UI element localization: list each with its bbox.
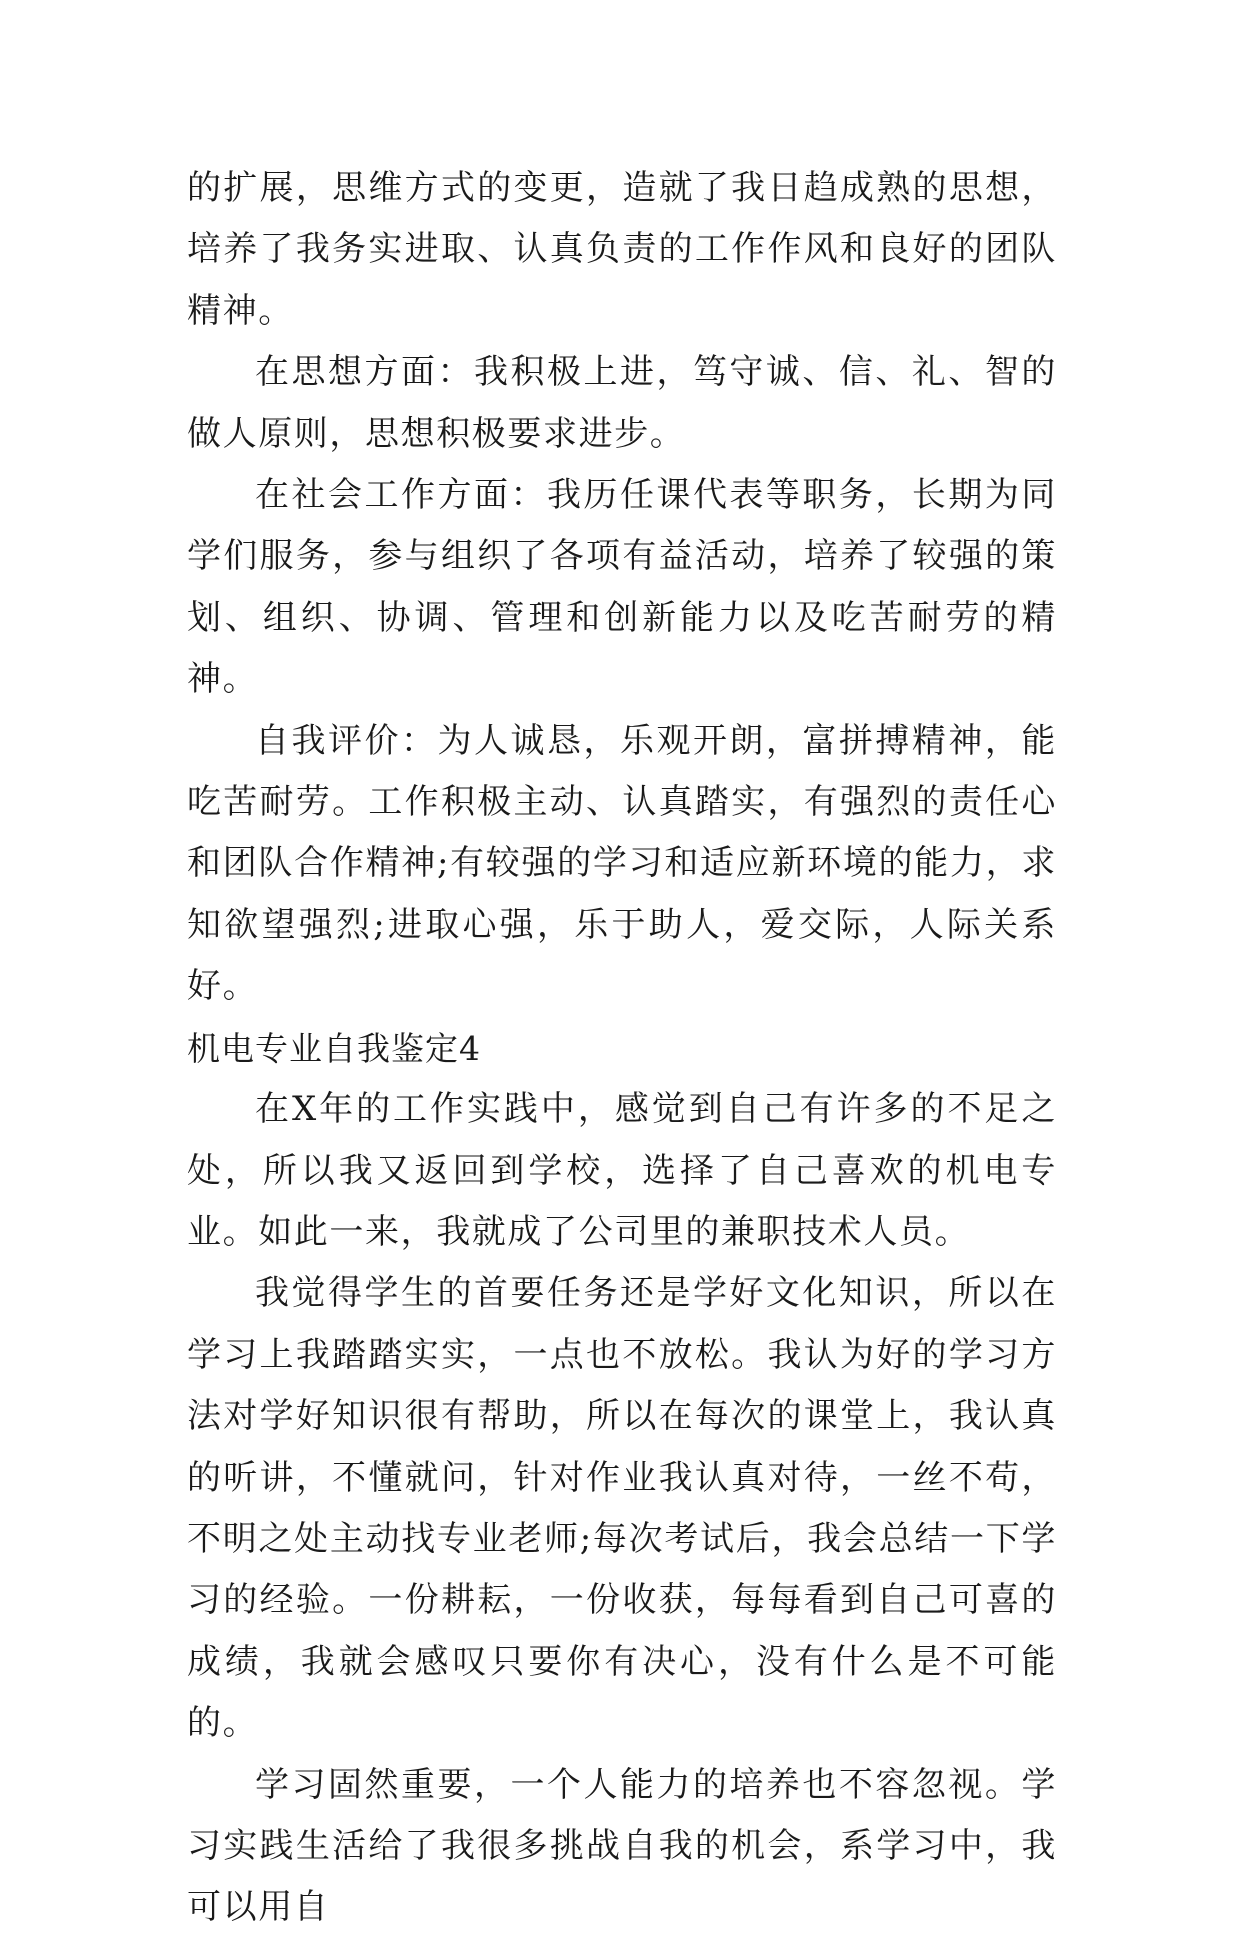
paragraph-social-work: 在社会工作方面：我历任课代表等职务，长期为同学们服务，参与组织了各项有益活动，培养了较强的策划、组织、协调、管理和创新能力以及吃苦耐劳的精神。 — [187, 475, 1057, 700]
paragraph-work-practice: 在X年的工作实践中，感觉到自己有许多的不足之处，所以我又返回到学校，选择了自己喜欢的机电专业。如此一来，我就成了公司里的兼职技术人员。 — [187, 1089, 1057, 1252]
section-heading: 机电专业自我鉴定4 — [187, 1028, 481, 1068]
paragraph-continuation: 的扩展，思维方式的变更，造就了我日趋成熟的思想，培养了我务实进取、认真负责的工作作风和良好的团队精神。 — [187, 168, 1057, 331]
paragraph-ability: 学习固然重要，一个人能力的培养也不容忽视。学习实践生活给了我很多挑战自我的机会，系学习中，我可以用自 — [187, 1764, 1057, 1928]
document-body — [187, 158, 1057, 1939]
paragraph-thought: 在思想方面：我积极上进，笃守诚、信、礼、智的做人原则，思想积极要求进步。 — [187, 352, 1057, 454]
paragraph-study: 我觉得学生的首要任务还是学好文化知识，所以在学习上我踏踏实实，一点也不放松。我认为好的学习方法对学好知识很有帮助，所以在每次的课堂上，我认真的听讲，不懂就问，针对作业我认真对待，一丝不苟，不明之处主动找专业老师;每次考试后，我会总结一下学习的经验。一份耕耘，一份收获，每每看到自己可喜的成绩，我就会感叹只要你有决心，没有什么是不可能的。 — [187, 1273, 1057, 1744]
paragraph-self-evaluation: 自我评价：为人诚恳，乐观开朗，富拼搏精神，能吃苦耐劳。工作积极主动、认真踏实，有强烈的责任心和团队合作精神;有较强的学习和适应新环境的能力，求知欲望强烈;进取心强，乐于助人，爱交际，人际关系好。 — [187, 720, 1057, 1007]
